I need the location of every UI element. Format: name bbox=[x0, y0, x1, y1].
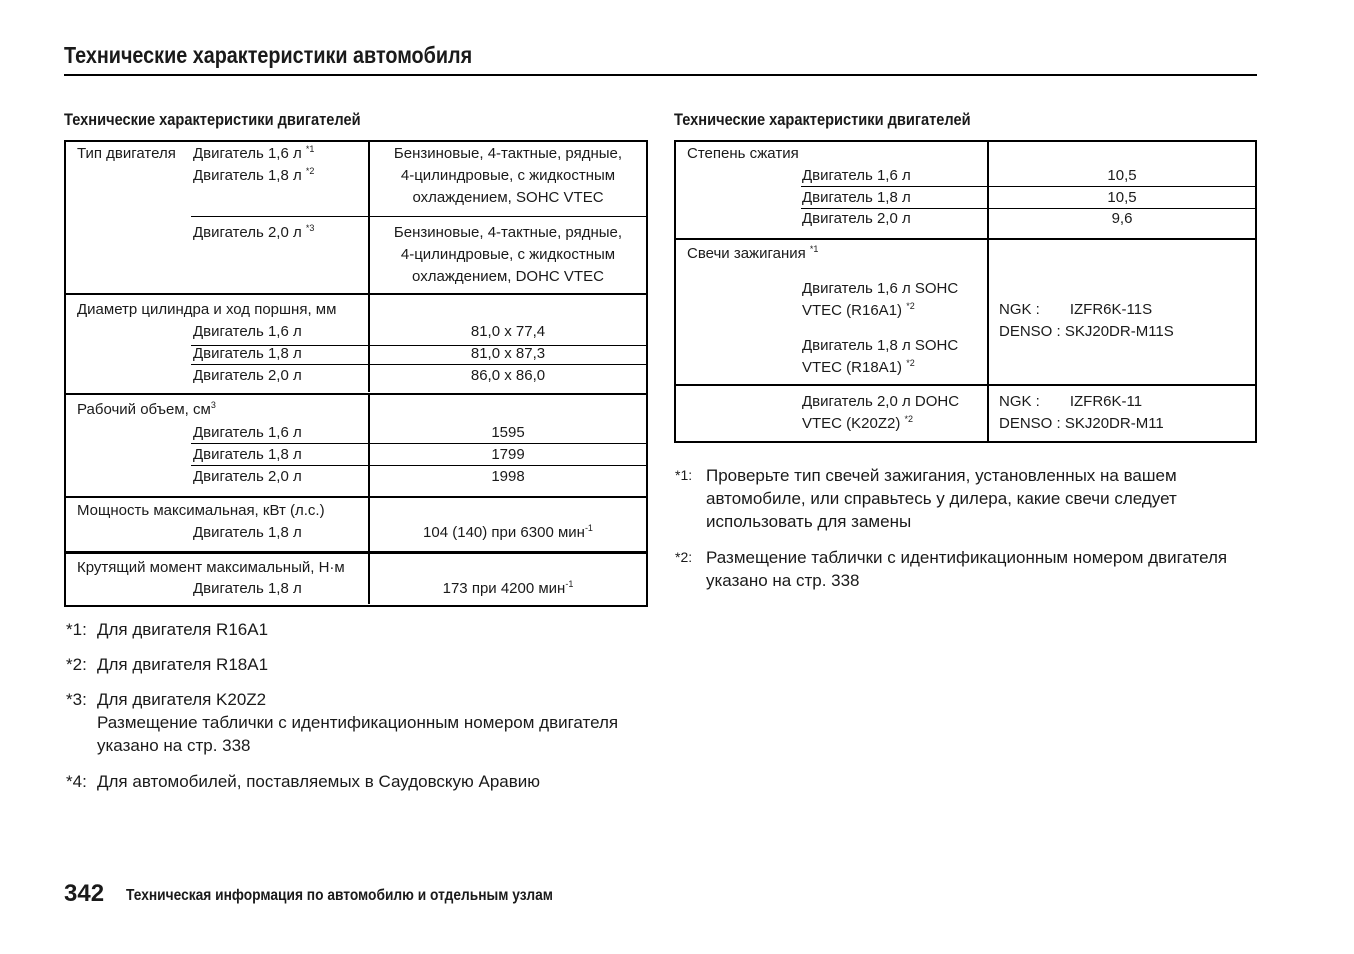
plug-dohc-engine: Двигатель 2,0 л DOHC VTEC (K20Z2) $^{*2}$ bbox=[802, 393, 960, 432]
engine-16-label: Двигатель 1,6 л $^{*1}$ bbox=[193, 144, 315, 162]
left-footnote: *1: Для двигателя R16A1 bbox=[66, 620, 269, 639]
sohc-description: Бензиновые, 4-тактные, рядные, 4-цилиндровые, с жидкостным охлаждением, SOHC VTEC bbox=[393, 145, 623, 206]
table-hline bbox=[65, 293, 647, 295]
bore-engine-16: Двигатель 1,6 л bbox=[193, 323, 302, 340]
comp-value-18: 10,5 bbox=[1107, 189, 1137, 206]
page-title: Технические характеристики автомобиля bbox=[64, 42, 473, 68]
compression-label: Степень сжатия bbox=[687, 145, 799, 162]
bore-value-16: 81,0 x 77,4 bbox=[470, 323, 546, 340]
left-footnote: *3: Для двигателя K20Z2 Размещение таблички с идентификационным номером двигателя указано на стр. 338 bbox=[66, 690, 619, 755]
torque-label: Крутящий момент максимальный, Н·м bbox=[77, 559, 345, 576]
disp-engine-16: Двигатель 1,6 л bbox=[193, 424, 302, 441]
comp-engine-18: Двигатель 1,8 л bbox=[802, 189, 911, 206]
table-hline bbox=[675, 384, 1256, 386]
engine-20-label: Двигатель 2,0 л $^{*3}$ bbox=[193, 223, 315, 241]
table-hline bbox=[191, 216, 647, 217]
engine-18-label: Двигатель 1,8 л $^{*2}$ bbox=[193, 166, 315, 184]
table-hline bbox=[801, 186, 1256, 187]
table-hline bbox=[65, 496, 647, 498]
bore-value-20: 86,0 x 86,0 bbox=[470, 367, 546, 384]
power-value: 104 (140) при 6300 мин$^{-1}$ bbox=[423, 523, 593, 541]
plug-sohc-denso: DENSO : SKJ20DR-M11S bbox=[999, 323, 1174, 340]
page-number: 342 bbox=[64, 880, 105, 907]
table-hline bbox=[191, 364, 647, 365]
right-footnote: *2: Размещение таблички с идентификационным номером двигателя указано на стр. 338 bbox=[675, 548, 1228, 590]
table-hline bbox=[65, 393, 647, 395]
table-hline bbox=[675, 238, 1256, 240]
bore-engine-18: Двигатель 1,8 л bbox=[193, 345, 302, 362]
title-divider bbox=[64, 74, 1257, 76]
plug-sohc16-engine: Двигатель 1,6 л SOHC VTEC (R16A1) $^{*2}$ bbox=[802, 280, 959, 319]
comp-value-20: 9,6 bbox=[1111, 210, 1133, 227]
left-section-heading: Технические характеристики двигателей bbox=[64, 110, 361, 129]
comp-engine-20: Двигатель 2,0 л bbox=[802, 210, 911, 227]
table-hline bbox=[191, 443, 647, 444]
torque-engine: Двигатель 1,8 л bbox=[193, 580, 302, 597]
disp-engine-20: Двигатель 2,0 л bbox=[193, 468, 302, 485]
displacement-label: Рабочий объем, $см^3$ bbox=[77, 400, 216, 418]
power-engine: Двигатель 1,8 л bbox=[193, 524, 302, 541]
comp-value-16: 10,5 bbox=[1107, 167, 1137, 184]
plug-dohc-ngk: NGK : IZFR6K-11 bbox=[999, 393, 1143, 410]
bore-value-18: 81,0 x 87,3 bbox=[470, 345, 546, 362]
dohc-description: Бензиновые, 4-тактные, рядные, 4-цилиндровые, с жидкостным охлаждением, DOHC VTEC bbox=[393, 224, 623, 285]
comp-engine-16: Двигатель 1,6 л bbox=[802, 167, 911, 184]
disp-value-18: 1799 bbox=[491, 446, 525, 463]
plug-sohc18-engine: Двигатель 1,8 л SOHC VTEC (R18A1) $^{*2}$ bbox=[802, 337, 959, 376]
left-footnote: *4: Для автомобилей, поставляемых в Саудовскую Аравию bbox=[66, 772, 541, 791]
footer-section-title: Техническая информация по автомобилю и отдельным узлам bbox=[126, 887, 553, 904]
table-hline bbox=[65, 551, 647, 554]
power-label: Мощность максимальная, кВт (л.с.) bbox=[77, 502, 325, 519]
engine-type-label: Тип двигателя bbox=[77, 145, 176, 162]
disp-value-16: 1595 bbox=[491, 424, 525, 441]
table-hline bbox=[801, 208, 1256, 209]
spark-plugs-label: Свечи зажигания $^{*1}$ bbox=[687, 244, 819, 262]
plug-dohc-denso: DENSO : SKJ20DR-M11 bbox=[999, 415, 1164, 432]
disp-engine-18: Двигатель 1,8 л bbox=[193, 446, 302, 463]
right-section-heading: Технические характеристики двигателей bbox=[674, 110, 971, 129]
right-footnote: *1: Проверьте тип свечей зажигания, установленных на вашем автомобиле, или справьтесь у дилера, какие свечи следует использовать для замены bbox=[675, 466, 1177, 531]
disp-value-20: 1998 bbox=[491, 468, 525, 485]
table-hline bbox=[191, 465, 647, 466]
plug-sohc-ngk: NGK : IZFR6K-11S bbox=[999, 301, 1153, 318]
torque-value: 173 при 4200 мин$^{-1}$ bbox=[442, 579, 574, 597]
left-footnote: *2: Для двигателя R18A1 bbox=[66, 655, 269, 674]
bore-stroke-label: Диаметр цилиндра и ход поршня, мм bbox=[77, 301, 337, 318]
bore-engine-20: Двигатель 2,0 л bbox=[193, 367, 302, 384]
